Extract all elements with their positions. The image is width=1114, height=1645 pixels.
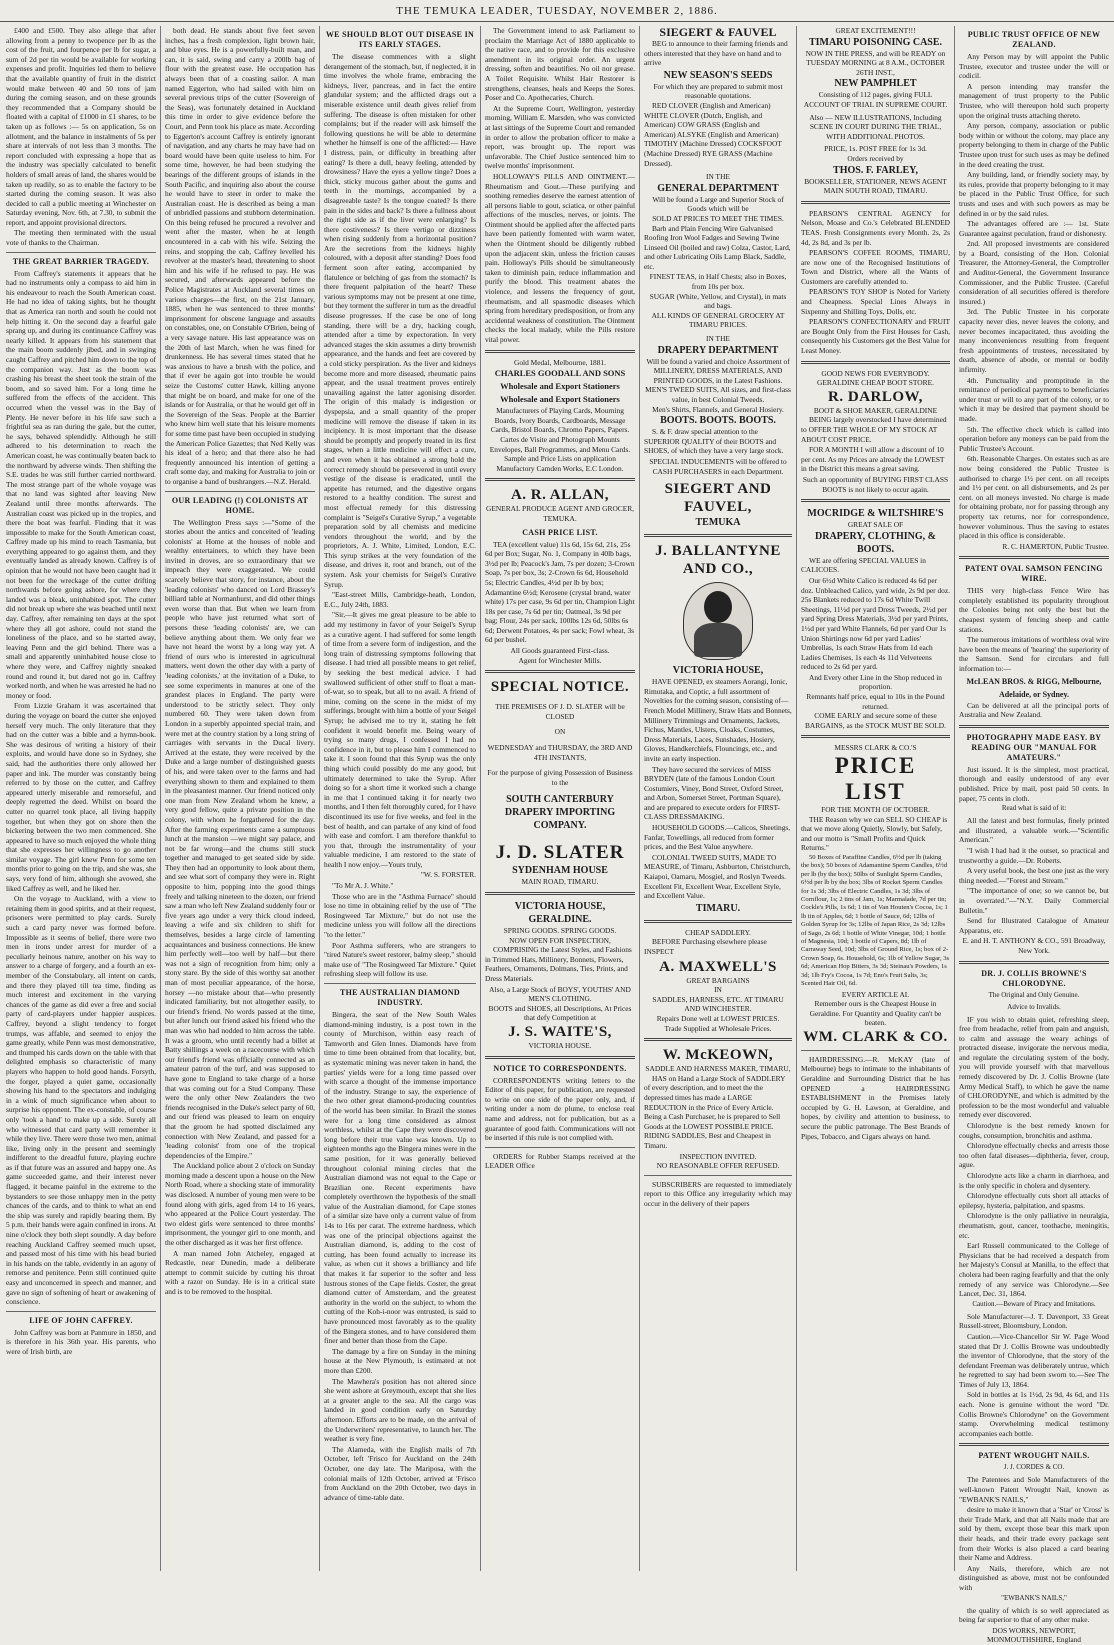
article-headline: OUR LEADING (!) COLONISTS AT HOME. xyxy=(171,495,309,515)
article-text: At the Supreme Court, Wellington, yesterday morning, William E. Marsden, who was convicted at last sittings of the Supreme Court and remanded in order to allow the probation officer to make a report, was brought up. The report was unfavorable. The Chief Justice sentenced him to twelve months' imprisonment. xyxy=(485,103,635,171)
article-text: Caution.—Vice-Chancellor Sir W. Page Wood stated that Dr J. Collis Browne was undoubtedly the inventor of Chlorodyne, that the story of the defendant Freeman was deliberately untrue, which he regretted to say had been sworn to.—See The Times of July 13, 1864. xyxy=(959,1331,1109,1389)
ad-line: MEN'S TWEED SUITS, All sizes, and first-class value, in best Colonial Tweeds. xyxy=(645,385,791,404)
article-text: HOLLOWAY'S PILLS AND OINTMENT.—Rheumatism and Gout.—These purifying and soothing remedies deserve the earnest attention of all persons liable to gout, sciatica, or other painful affections of the muscles, nerves, or joints. The Ointment should be applied after the affected parts have been patiently fomented with warm water, when the Ointment should be diligently rubbed upon the adjacent skin, unless the friction causes pain. Holloway's Pills should be simultaneously taken to diminish pain, reduce inflammation and purify the blood. This treatment abates the violence, and lessens the frequency of gout, rheumatism, and all spasmodic diseases which spring from hereditary predisposition, or from any accidental weakness of constitution. The Ointment checks the local malady, while the Pills restore vital power. xyxy=(485,171,635,344)
ad-line: Men's Shirts, Flannels, and General Hosiery. xyxy=(652,404,784,414)
ad-line: For which they are prepared to submit most reasonable quotations. xyxy=(653,81,783,101)
article-text: The Mawhera's position has not altered since she went ashore at Greymouth, except that she lies at a greater angle to the sea. All the cargo was landed in good condition early on Saturday afternoon. Efforts are to be made, on the arrival of the Underwriters' representative, to launch her. The weather is very fine. xyxy=(324,1376,476,1444)
maxwell-advert xyxy=(644,928,792,1033)
ad-heading: SPECIAL NOTICE. xyxy=(490,679,630,696)
ad-body: COLONIAL TWEED SUITS, MADE TO MEASURE, of Timaru, Ashburton, Christchurch, Kaiapoi, Oamaru, Mosgiel, and Roslyn Tweeds. Excellent Fit, Excellent Wear, Excellent Style, and Excellent Value. xyxy=(644,852,791,901)
article-subheading: "EWBANK'S NAILS," xyxy=(1001,1593,1067,1602)
ad-heading: TIMARU. xyxy=(695,902,741,914)
article-text: Any person, company, association or public body within or without the colony, may place any property belonging to them in charge of the Public Trustee upon trust for such uses as may be defined in the deed creating the trust. xyxy=(959,121,1109,169)
ad-line: PRICE, 1s. POST FREE for 1s 3d. xyxy=(824,144,927,154)
ad-heading: W. McKEOWN, xyxy=(662,1047,774,1064)
article-text: both dead. He stands about five feet seven inches, has a fresh complexion, light brown hair, and blue eyes. He is a powerfully-built man, and can, it is said, swing and carry a 200lb bag of flour with the greatest ease. He occupation has always been that of a coasting sailor. A man named Eggerton, who had sailed with him on several previous trips of the cutter (Sovereign of the Seas), was fortunately detained in Auckland this time in order to give evidence before the Court, and Penn took his place as mate. According to Eggerton's account Caffrey is entirely ignorant of navigation, and any charts he may have had on board would have been quite useless to him. For some time, however, he had been studying the bearings of the different groups of islands in the South Pacific, and inquiring also about the course he would have to steer in order to make the Australian coast. He is described as being a man of unbridled passions and stubborn determination. On this being refused he procured a revolver and went after the master, when he at length encountered in a cab with his wife. Seizing the reins, and stopping the cab, Caffrey levelled his revolver at the master's head, threatening to shoot him and his wife if he refused to pay. He was secured, and afterwards appeared before the Police Magistrates at Auckland several times on various charges—the first, on the 21st January, 1885, when he was sentenced to three months' imprisonment for obscene language and assaults on constables, one, on Constable O'Brien, being of a very savage nature. His last appearance was on the 20th of last March, when he was fined for drunkenness. He has several times stated that he was anxious to have a brush with the police, and that if ever he again got into trouble he would seize the Customs' cutter Hawk, killing anyone that might be on board, and make for one of the islands or for Australia, or that he would get off in the Sovereign of the Seas. People at the Barrier who knew him well state that his leisure moments for some time past have been occupied in studying the American Police Gazettes; that Ned Kelly was his ideal of a hero; and that there also he had frequently announced his intention of getting a craft some day, and making for Australia to join or to organise a band of bushrangers.—N.Z. Herald. xyxy=(165,26,315,486)
article-headline: PATENT OVAL SAMSON FENCING WIRE. xyxy=(965,564,1103,584)
column-5 xyxy=(644,26,792,1571)
ad-heading: SOUTH CANTERBURY DRAPERY IMPORTING COMPANY. xyxy=(504,794,616,832)
ad-line: GERALDINE CHEAP BOOT STORE. xyxy=(817,378,934,388)
ad-line: Gold Medal, Melbourne, 1881. xyxy=(514,357,606,367)
ad-line: Cartes de Visite and Photograph Mounts Envelopes, Ball Programmes, and Menu Cards. xyxy=(489,434,631,454)
ad-body: Our 6½d White Calico is reduced 4s 6d per doz. Unbleached Calico, yard wide, 2s 9d per doz. 25s Blankets reduced to 17s 6d White Twill Sheetings, 11½d per yard Dress Tweeds, 2½d per yard Spring Dress Materials, 3½d per yard Prints, 1½d per yard White Flannels, 6d per yard Our 1s Union Shirtings now 6d per yard Ladies' Umbrellas, 1s each Straw Hats from 1d each Ladies Chemises, 1s each 4s 11d Velveteens reduced to 2s 6d per yard. xyxy=(801,575,950,672)
ballantyne-advert xyxy=(644,542,792,915)
ad-line: Sample and Price Lists on application xyxy=(504,454,616,464)
article-text: Can be delivered at all the principal ports of Australia and New Zealand. xyxy=(959,700,1109,720)
article-text: From Lizzie Graham it was ascertained that during the voyage on board the cutter she enjoyed herself very much. The only literature that they had on the cutter was a bible and a hymn-book. She was desirous of writing a history of their exploits, and would have done so in Sydney, she said, had the authorities there only allowed her paper and ink. The murder was constantly being referred to by those on the cutter, and Caffrey appeared utterly miserable and remorseful, and deeply regretted the deed. Whilst on board the cutter no quarrel took place, all living happily together, but when they got on shore then the bickering between the two men commenced. She appeared to have so much enjoyed the whole thing that she expresses her willingness to go another similar voyage. The girl knew Penn for some ten months prior to going on the trip, and she was, she says, very fond of him, although she avowed, she liked Caffrey as well, and he liked her. xyxy=(6,701,156,893)
article-signature: R. C. HAMERTON, Public Trustee. xyxy=(1002,541,1109,551)
ad-line: Will be found a Large and Superior Stock of Goods which will be xyxy=(652,194,784,214)
portrait-illustration xyxy=(683,582,753,660)
article-signature: "W. S. FORSTER. xyxy=(420,870,476,880)
ad-line: MILLINERY, DRESS MATERIALS, AND PRINTED GOODS, in the Latest Fashions. xyxy=(653,366,783,385)
ad-line: NOW OPEN FOR INSPECTION, xyxy=(509,935,611,945)
ad-line: GREAT BARGAINS xyxy=(686,975,750,985)
ad-line: GOOD NEWS FOR EVERYBODY. xyxy=(821,368,930,378)
ad-heading: SIEGERT & FAUVEL xyxy=(659,25,777,39)
pearson-advert: PEARSON'S CONFECTIONARY and FRUIT are Bought Only from the First Houses for Cash, consequently his Customers get the Best Value for Least Money. xyxy=(801,317,950,356)
ad-heading: McLEAN BROS. & RIGG, Melbourne, Adelaide, or Sydney. xyxy=(966,676,1102,699)
goodall-advert xyxy=(485,358,635,474)
ad-heading: PRICE LIST xyxy=(834,753,917,805)
ad-line: SPECIAL INDUCEMENTS will be offered to CASH PURCHASERS in each Department. xyxy=(649,456,787,476)
article-text: 5th. The effective check which is called into operation before any moneys can be paid from the Public Trustee's Account. xyxy=(959,424,1109,453)
ad-line: Manufactory Camden Works, E.C London. xyxy=(496,463,624,473)
ad-line: Such an opportunity of BUYING FIRST CLASS BOOTS is not likely to occur again. xyxy=(802,474,949,494)
ad-body: BEG to announce to their farming friends and others interested that they have on hand and to arrive xyxy=(644,39,788,68)
ad-heading: GENERAL DEPARTMENT xyxy=(657,182,779,194)
notice-text: SUBSCRIBERS are requested to immediately report to this Office any irregularity which may occur in the delivery of their papers xyxy=(644,1179,792,1208)
article-headline: LIFE OF JOHN CAFFREY. xyxy=(29,1315,133,1325)
ad-line: INSPECTION INVITED. xyxy=(679,1151,757,1161)
article-text: The Government intend to ask Parliament to proclaim the Marriage Act of 1880 applicable to the native race, and to provide for this exclusive amendment in its original order. An urgent dressing, soften and beautifies. No oil nor grease. A Toilet Requisite. Whilst Hair Restorer is strengthens, cleanses, heals and Keeps the Sores. Poser and Co. Apothecaries, Church. xyxy=(485,26,635,103)
ad-line: Repairs Done well at LOWEST PRICES. xyxy=(656,1013,780,1023)
article-text: Any Nails, therefore, which are not distinguished as above, must not be confounded with xyxy=(959,1563,1109,1592)
ad-heading: R. DARLOW, xyxy=(828,388,923,405)
ad-line: Orders received by xyxy=(847,153,904,163)
article-text: The advantages offered are :— 1st. State Guarantee against peculation, fraud or dishonesty. xyxy=(959,219,1109,238)
column-1 xyxy=(6,26,156,1571)
article-headline: DR. J. COLLIS BROWNE'S CHLORODYNE. xyxy=(981,968,1087,988)
poisoning-case-advert xyxy=(801,26,950,196)
article-text: A person intending may transfer the management of trust property to the Public Trustee, who will thereupon hold such property upon the original trusts attaching thereto. xyxy=(959,81,1109,120)
ad-line: Also, a Large Stock of BOYS', YOUTHS' AND MEN'S CLOTHING. xyxy=(489,984,631,1004)
ad-line: FOR THE MONTH OF OCTOBER. xyxy=(821,805,930,815)
waite-advert xyxy=(485,900,635,1051)
ad-line: SOLD AT PRICES TO MEET THE TIMES. xyxy=(652,213,784,223)
ad-heading: J. D. SLATER xyxy=(495,842,625,864)
article-text: the quality of which is so well appreciated as being far superior to that of any other make. xyxy=(959,1605,1109,1625)
ad-heading: BOOTS. BOOTS. BOOTS. xyxy=(660,415,776,427)
ad-line: ALL KINDS OF GENERAL GROCERY AT TIMARU PRICES. xyxy=(651,310,785,330)
ad-heading: NEW PAMPHLET xyxy=(834,78,917,90)
ad-heading: DRAPERY DEPARTMENT xyxy=(657,344,779,356)
column-2 xyxy=(165,26,315,1571)
column-rule xyxy=(319,26,320,1571)
article-headline: THE AUSTRALIAN DIAMOND INDUSTRY. xyxy=(340,988,460,1007)
article-text: All the latest and best formulas, finely printed and illustrated, a valuable work.—"Scientific American." xyxy=(959,816,1109,845)
ad-line: GREAT EXCITEMENT!!! xyxy=(835,26,916,35)
article-text: Poor Asthma sufferers, who are strangers to "tired Nature's sweet restorer, balmy sleep," should make use of "The Rosingweed Tar Mixture." Quiet refreshing sleep will follow its use. xyxy=(324,940,476,979)
ad-line: WEDNESDAY and THURSDAY, the 3RD AND 4TH INSTANTS, xyxy=(487,743,633,762)
masthead: THE TEMUKA LEADER, TUESDAY, NOVEMBER 2, 1886. xyxy=(0,0,1114,22)
ad-body: HAS on Hand a Large Stock of SADDLERY of every description, and to meet the the depressed times has made a LARGE REDUCTION in the Price of Every Article. Being a Cash Purchaser, he is prepared to Sell Goods at the LOWEST POSSIBLE PRICE. RIDING SADDLES, Best and Cheapest in Timaru. xyxy=(644,1073,786,1150)
ad-line: THE PREMISES OF J. D. SLATER will be CLOSED xyxy=(495,702,625,721)
column-rule xyxy=(639,26,640,1571)
article-subheading: J. J. CORDES & CO. xyxy=(1003,1463,1065,1472)
pearson-advert: PEARSON'S TOY SHOP is Noted for Variety and Cheapness. Special Lines Always in Sixpenny and Shilling Toys, Dolls, etc. xyxy=(801,287,950,316)
ad-line: VICTORIA HOUSE. xyxy=(528,1040,592,1050)
article-text: "The importance of one; so we cannot be, but in overrated."—"N.Y. Daily Commercial Bulletin." xyxy=(959,886,1109,915)
ad-line: MAIN ROAD, TIMARU. xyxy=(521,877,599,887)
ad-heading: NEW SEASON'S SEEDS xyxy=(663,69,773,81)
ad-heading: THOS. F. FARLEY, xyxy=(833,164,918,176)
ad-line: IN xyxy=(714,985,722,995)
article-text: Chlorodyne is the best remedy known for coughs, consumption, bronchitis and asthma. xyxy=(959,1121,1109,1140)
pearson-advert: PEARSON'S CENTRAL AGENCY for Nelson, Moase and Co.'s Celebrated BLENDED TEAS. Fresh Consignments every Month. 2s, 2s 4d, 2s 8d, and 3s per lb. xyxy=(801,208,950,247)
allan-advert xyxy=(485,486,635,665)
ad-heading: SYDENHAM HOUSE xyxy=(512,865,608,877)
article-text: On the voyage to Auckland, with a view to retaining them in good spirits, and at their request, prisoners were permitted to play cards. Surely such a card party never was formed before. Impossible as it seems of belief, there were two men in irons under arrest for murder of a peculiarly heinous nature, another on his way to answer to a charge of forgery, and a fourth an ex-member of the Constabulary, all intent on cards, and there they played till tea time, finding as much interest and excitement in the varying chances of the game as did ever a free and social party of card-players under happier auspices. Caffrey, beyond a slight tendency to forget trumps, was affable, and seemed to enjoy the game greatly, while Penn was most demonstrative, and thumped his cards down on the table with that delighted emphasis so characteristic of many players who happen to hold good hands. Forsyth, the forger, played a quiet game, occasionally showing his hand to the spectators and indulging in a wink of much significance when about to surprise his opponent. The ex-constable, of course only 'took a hand' to make up a side. Surely all who witnessed that card party will remember it while they live. There were those two men, animal like, living only in the present and seemingly indifferent to the dreadful future, playing euchre as if that future was an assured and happy one. As game succeeded game, and their interest never flagged, it became painful in the extreme to the bystanders to see those unhappy men in the petty chances of the cards, and to think to what an end the ship was surely and rapidly bearing them. By 5 p.m. their hands were again confined in irons. At nine o'clock they both slept soundly. A day before reaching Auckland Caffrey seemed much upset, and passed most of his time with his head buried in his hands on the table, evidently in an agony of remorse and penitence. Penn still continued quite easy and unconcerned in speech and manner, and gave no sign of softening of heart or awakening of conscience. xyxy=(6,894,156,1307)
column-rule xyxy=(160,26,161,1571)
ad-body: BEING largely overstocked I have determined to OFFER THE WHOLE OF MY STOCK AT ABOUT COST PRICE. xyxy=(801,415,947,444)
pearson-advert: PEARSON'S COFFEE ROOMS, TIMARU, are now one of the Recognised Institutions of Town and District, where all the Wants of Customers are carefully attended to. xyxy=(801,248,950,286)
article-text: Earl Russell communicated to the College of Physicians that he had received a despatch from her Majesty's Consul at Manilla, to the effect that cholera had been raging fearfully and that the only remedy of any service was Chlorodyne.—See Lancet, Dec. 31, 1864. xyxy=(959,1241,1109,1299)
column-7 xyxy=(959,26,1109,1645)
ad-heading: J. S. WAITE'S, xyxy=(508,1023,612,1040)
article-text: The Auckland police about 2 o'clock on Sunday morning made a descent upon a house on the New North Road, where a shocking state of immorality was disclosed. A number of young men were to be found along with girls, aged from 14 to 16 years, who appeared at the Police Court yesterday. The two eldest girls were sentenced to three months' imprisonment, the younger girl to one month, and the other discharged as it was her first offence. xyxy=(165,1161,315,1248)
article-text: The disease commences with a slight derangement of the stomach, but, if neglected, it in time involves the whole frame, embracing the kidneys, liver, pancreas, and in fact the entire glandular system; and the afflicted drags out a miserable existence until death gives relief from suffering. The disease is often mistaken for other complaints; but if the reader will ask himself the following questions he will be able to determine whether he himself is one of the afflicted:— Have I distress, pain, or difficulty in breathing after eating? Is there a dull, heavy feeling, attended by drowsiness? Have the eyes a yellow tinge? Does a thick, sticky mucous gather about the gums and teeth in the mornings, accompanied by a disagreeable taste? Is the tongue coated? Is there pain in the sides and back? Is there a fullness about the right side as if the liver were enlarging? Is there costiveness? Is there vertigo or dizziness when rising suddenly from a horizontal position? Are the secretions from the kidneys highly coloured, with a deposit after standing? Does food ferment soon after eating, accompanied by flatulence or belching of gas from the stomach? Is there frequent palpitation of the heart? These various symptoms may not be present at one time, but they torment the sufferer in turn as the dreadful disease progresses. If the case be one of long standing, there will be a dry, hacking cough, attended after a time by expectoration. In very advanced stages the skin assumes a dirty brownish appearance, and the hands and feet are covered by a cold sticky perspiration. As the liver and kidneys become more and more diseased, rheumatic pains appear, and the usual treatment proves entirely unavailing against the latter agonising disorder. The origin of this malady is indigestion or dyspepsia, and a small quantity of the proper medicine will remove the disease if taken in its incipiency. It is most important that the disease should be promptly and properly treated in its first stages, when a little medicine will effect a cure, and even when it has obtained a strong hold the correct remedy should be persevered in until every vestige of the disease is eradicated, until the appetite has returned, and the digestive organs restored to a healthy condition. The surest and most effectual remedy for this distressing complaint is "Seigel's Curative Syrup," a vegetable preparation sold by all chemists and medicine vendors throughout the world, and by the proprietors, A. J. White, Limited, London, E.C. This syrup strikes at the very foundation of the disease, and drives it, root and branch, out of the system. Ask your chemists for Seigel's Curative Syrup. xyxy=(324,52,476,589)
article-text: The meeting then terminated with the usual vote of thanks to the Chairman. xyxy=(6,228,156,248)
ad-body: S. & F. draw special attention to the SUPERIOR QUALITY of their BOOTS and SHOES, of which they have a very large stock. xyxy=(644,427,784,456)
column-3 xyxy=(324,26,476,1571)
article-text: A very useful book, the best one just as the very thing needed.—"Forest and Stream." xyxy=(959,866,1109,885)
notice-heading: NOTICE TO CORRESPONDENTS. xyxy=(493,1063,627,1073)
ad-heading: DRAPERY, CLOTHING, & BOOTS. xyxy=(815,530,936,555)
article-text: 2nd. All proposed investments are considered by a Board, consisting of the Hon. Colonial Treasurer, the Attorney-General, the Comptroller and Auditor-General, the Government Insurance Commissioner, and the Public Trustee. (Careful consideration of all securities offered is therefore insured.) xyxy=(959,239,1109,306)
article-text: The Patentees and Sole Manufacturers of the well-known Patent Wrought Nail, known as "EWBANK'S NAILS," xyxy=(959,1475,1109,1504)
article-text: Send for Illustrated Catalogue of Amateur Apparatus, etc. xyxy=(959,916,1109,935)
article-text: Any building, land, or friendly society may, by its rules, provide that property belonging to it may be placed in the Public Trust Office, for such trusts and uses and with such powers as may be defined in or by the said rules. xyxy=(959,170,1109,218)
ad-body: HAVE OPENED, ex steamers Aorangi, Ionic, Rimutaka, and Coptic, a full assortment of Novelties for the coming season, consisting of—French Model Millinery, Straw Hats and Bonnets, Millinery Trimmings and Ornaments, Jackets, Fichus, Mantles, Ulsters, Cloaks, Costumes, Dress Materials, Laces, Sunshades, Hosiery, Gloves, Handkerchiefs, Flouncings, etc., and invite an early inspection. xyxy=(644,677,792,763)
article-headline: THE GREAT BARRIER TRAGEDY. xyxy=(12,256,150,266)
ad-line: ON xyxy=(554,727,566,737)
column-rule xyxy=(480,26,481,1571)
article-text: 4th. Punctuality and promptitude in the remittance of periodical payments to beneficiaries under trust or will to any part of the colony, or to which it may be desired that payment should be made. xyxy=(959,375,1109,423)
article-text: "Sir,—It gives me great pleasure to be able to add my testimony in favor of your Seigel's Syrup as a curative agent. I had suffered for some length of time from a severe form of indigestion, and the long train of distressing symptoms following that disease. I had tried all possible means to get relief, by seeking the best medical advice. I had swallowed sufficient of other stuff to float a man-of-war, so to speak, but all to no avail. A friend of mine, coming on the scene in the midst of my sufferings, brought with him a bottle of your Seigel Syrup; he advised me to try it, stating he felt confident it would benefit me. Being weary of trying so many drugs, I confessed I had no confidence in it, but to please him I commenced to take it. I soon found that this Syrup was the only thing which could possibly do me any good, but ultimately determined to take the Syrup. After doing so for a short time it worked such a change in me that I continued taking it for nearly two months, and I then felt thoroughly cured, for I have discontinued its use for five weeks, and feel in the best of health, and can partake of any kind of food with ease and comfort. I am therefore thankful to you that, through the instrumentality of your valuable medicine, I am restored to the state of health I now enjoy.—Yours truly, xyxy=(324,610,476,869)
article-text: Chlorodyne is the only palliative in neuralgia, rheumatism, gout, cancer, toothache, meningitis, etc. xyxy=(959,1211,1109,1240)
ad-subheading: CASH PRICE LIST. xyxy=(522,527,598,537)
ad-line: Will be found a varied and choice Assortment of xyxy=(646,356,790,366)
ad-line: BOOKSELLER, STATIONER, NEWS AGENT MAIN SOUTH ROAD, TIMARU. xyxy=(804,176,947,196)
article-headline: PUBLIC TRUST OFFICE OF NEW ZEALAND. xyxy=(967,30,1101,49)
article-headline: PHOTOGRAPHY MADE EASY. BY READING OUR "MANUAL FOR AMATEURS." xyxy=(966,732,1102,762)
article-text: 6th. Reasonable Charges. On estates such as are now being considered the Public Trustee is authorised to charge 1½ per cent. on all receipts and 1½ per cent. on all disbursements, and 2s per cent. on all moneys invested. No charge is made for obtaining probate, nor for passing through any property tax returns, nor for correspondence, however voluminous. Thus the saving to estates placed in this office is considerable. xyxy=(959,454,1109,541)
ad-line: CHEAP SADDLERY. xyxy=(685,927,751,937)
article-text: 3rd. The Public Trustee in his corporate capacity never dies, never leaves the colony, and never becomes incapacitated, thus avoiding the many inconveniences resulting from frequent fresh appointments of trustees, necessitated by death, absence of abode, or mental or bodily infirmity. xyxy=(959,307,1109,374)
ad-line: For the purpose of giving Possession of Business to the xyxy=(487,768,633,787)
ad-heading: J. BALLANTYNE AND CO., xyxy=(655,543,781,578)
ad-heading: VICTORIA HOUSE, GERALDINE. xyxy=(514,901,606,925)
ad-line: NO REASONABLE OFFER REFUSED. xyxy=(656,1161,780,1171)
ad-body: 50 Boxes of Paraffine Candles, 6½d per lb (taking the box); 50 boxes of Adamantine Sperm Candles, 6½d per lb (by the box); 50lbs of Sunlight Sperm Candles, 6½d per lb by the box; 3lbs of Rocket Sperm Candles for 1s 3d; 3lbs of Electric Candles, 1s 3d; 3lbs of Cornflour, 1s; 2 tins of Jam, 1s; Marmalade, 7d per tin; Cockle's Pills, 1s 6d; 1 tin of Van Houten's Cocoa, 1s; 1 lb tin of Apples, 6d; 1 bottle of Sauce, 6d; 12lbs of Golden Syrup for 3s; 12lbs of Japan Rice, 2s 3d; 12lbs of Sago, 2s 6d; 1 bottle of White Vinegar, 10d; 1 bottle of Magnesia, 10d; 1 bottle of Capers, 8d; 1lb of Carraway Seed, 10d; 3lbs of Ground Rice, 1s; box of 2-Crown Soap, 6s. Household, 6s; 1lb of Yellow Sugar, 3s 6d; American Hop Bitters, 3s 3d; Steinau's Powders, 1s 3d; 1lb Fry's Cocoa, 1s 7d; Eno's Fruit Salts, 3s; Scented Hair Oil, 6d. xyxy=(801,854,950,988)
ad-body: Barb and Plain Fencing Wire Galvanised Roofing Iron Wool Fadges and Sewing Twine Linseed Oil (boiled and raw) Colza, Castor, Lard, and other Lubricating Oils Lamp Black, Saddle, etc. xyxy=(644,223,791,271)
ad-line: SUGAR (White, Yellow, and Crystal), in mats and bags. xyxy=(649,291,787,311)
ad-line: E. and H. T. ANTHONY & CO., 591 Broadway, New York. xyxy=(962,936,1106,955)
ad-line: DOS WORKS, NEWPORT, MONMOUTHSHIRE, England xyxy=(986,1625,1082,1645)
slater-notice xyxy=(485,678,635,887)
ad-heading: SIEGERT AND FAUVEL, xyxy=(664,481,772,516)
article-text: £400 and £500. They also allege that after allowing from a penny to twopence per lb as the cost of the fruit, and fourpence per lb for sugar, a sum of 2d per tin would be available for working expenses and profit. Inquiries led them to believe that the available quantity of fruit in the district would make between 40 and 50 tons of jam during the coming season, and on these grounds they recommended that a Company should be floated with a capital of £1000 in £1 shares, to be taken up as follows :— 5s on application, 5s on allotment, and the balance in instalments of 5s per share at intervals of not less than 3 months. The report concluded with expressing a hope that as the industry was specially calculated to benefit holders of small areas of land, the shares would be taken up readily, so as to enable the factory to be started during the coming season. It was also decided to call a public meeting at Winchester on Saturday evening, Nov. 6th, at 7.30, to submit the report, and appoint provisional directors. xyxy=(6,26,156,227)
darlow-advert xyxy=(801,369,950,495)
article-subheading: Advice to Invalids. xyxy=(1007,1002,1061,1011)
article-subheading: Read what is said of it: xyxy=(1001,804,1067,813)
article-text: Sole Manufacturer—J. T. Davenport, 33 Great Russell-street, Bloomsbury, London. xyxy=(959,1311,1109,1331)
article-text: Just issued. It is the simplest, most practical, thorough and easily understood of any ever published. Price by mail, post paid 50 cents. In paper, 75 cents in cloth. xyxy=(959,764,1109,803)
notice-text: ORDERS for Rubber Stamps received at the LEADER Office xyxy=(485,1151,635,1171)
ad-line: Trade Supplied at Wholesale Prices. xyxy=(664,1023,772,1033)
article-subheading: The Original and Only Genuine. xyxy=(988,990,1080,999)
ad-body: THE Reason why we can SELL SO CHEAP is that we move along Quietly, Slowly, but Safely, and our motto is "Small Profits and Quick Returns." xyxy=(801,814,948,853)
ad-heading: A. R. ALLAN, xyxy=(510,487,610,504)
article-text: Chlorodyne acts like a charm in diarrhoea, and is the only specific in cholera and dysentery. xyxy=(959,1171,1109,1190)
ad-line: SADDLES, HARNESS, ETC. AT TIMARU AND WINCHESTER. xyxy=(652,994,784,1014)
ad-body: TEA (excellent value) 11s 6d, 15s 6d, 21s, 25s 6d per Box; Sugar, No. 1, Company in 40lb bags, 3½d per lb; Peacock's Jam, 7s per dozen; 3-Crown Soap, 7s per box, 3s; 2-Crown 6s 6d, Household 5s; Electric Candles, 4½d per lb by box; Adamantine 6½d; Kerosene (crystal brand, water white) 17s per case, 9s 6d per tin, Champion Light 18s per case, 7s 6d per tin; Oatmeal, 3s 9d per bag; Flour, 24s per sack, 100lbs 12s 6d, 50lbs 6s 6d; Derwent Potatoes, 4s per sack; Fowl wheat, 3s 6d per bushel. xyxy=(485,539,635,645)
article-text: "East-street Mills, Cambridge-heath, London, E.C., July 24th, 1883. xyxy=(324,590,476,609)
ad-line: TUESDAY MORNING at 8 A.M., OCTOBER 26TH INST., xyxy=(806,58,945,77)
ad-heading: CHARLES GOODALL AND SONS Wholesale and Export Stationers Wholesale and Export Stationers xyxy=(494,368,626,405)
ad-line: BOOT & SHOE MAKER, GERALDINE xyxy=(813,405,938,415)
article-text: Those who are in the "Asthma Furnace" should lose no time in obtaining relief by the use of "The Rosingweed Tar Mixture," but do not use the medicine unless you will follow all the directions "to the letter." xyxy=(324,891,476,940)
article-text: desire to make it known that a 'Star' or 'Cross' is their Trade Mark, and that all Nails made that are sold by them, except those bear this mark upon their heads, and their trade every package sent from their Works is also placed a card bearing their Name and Address. xyxy=(959,1505,1109,1563)
ad-heading: TEMUKA xyxy=(695,517,741,529)
article-text: A man named John Atcheley, engaged at Redcastle, near Dunedin, made a deliberate attempt to commit suicide by cutting his throat with a razor on Sunday. He is in a critical state and is to be removed to the hospital. xyxy=(165,1248,315,1296)
ad-line: BOOTS and SHOES, all Descriptions, At Prices that defy Competition at xyxy=(488,1003,632,1023)
ad-line: Manufacturers of Playing Cards, Mourning Boards, Ivory Boards, Cardboards, Message Cards, Bristol Boards, Chromo Papers, Papers. xyxy=(490,406,630,435)
ad-line: IN THE xyxy=(706,172,730,182)
ad-line: MESSRS CLARK & CO.'S xyxy=(834,743,917,753)
ad-line: All Goods guaranteed First-class. xyxy=(510,646,610,656)
ad-line: NOW IN THE PRESS, and will be READY on xyxy=(805,48,946,58)
article-text: THIS very high-class Fence Wire has completely established its popularity throughout the Colonies being not only the best but the cheapest system of fencing sheep and cattle stations. xyxy=(959,586,1109,634)
mocridge-advert xyxy=(801,507,950,730)
article-subheading: Caution.—Beware of Piracy and Imitations. xyxy=(972,1299,1096,1308)
column-rule xyxy=(796,26,797,1571)
article-text: Any Person may by will appoint the Public Trustee, executor and trustee under the will or codicil. xyxy=(959,52,1109,81)
ad-line: GENERAL PRODUCE AGENT AND GROCER, TEMUKA. xyxy=(485,504,635,523)
ad-body: WE are offering SPECIAL VALUES in CALICOES. xyxy=(801,555,926,575)
ad-body: BEFORE Purchasing elsewhere please INSPECT xyxy=(644,937,767,956)
ad-heading: VICTORIA HOUSE, xyxy=(672,665,764,677)
article-text: Bingera, the seat of the New South Wales diamond-mining industry, is a post town in the county of Murchison, within easy reach of Tamworth and Glen Innes. Diamonds have from time to time been obtained from that locality, but, as systematic mining was never taken in hand, the parties' yields were for a long time passed over with scarce a thought of the immense importance of the industry. Strange to say, the experience of the two other great diamond-producing countries of the world has been similar. In Brazil the stones were for a long time considered as almost worthless, whilst at the Cape they were discovered long before their true value was known. Up to eighteen months ago the Bingera mines were in the same position, for it was generally believed throughout colonial mining circles that the Australian diamond was not equal to the Cape or Brazilian one. Recent experiments have completely overthrown the hypothesis of the small value of the Australian diamond, for Cape stones of a similar size have only a current value of from 14s to 16s per carat. The extreme hardness, which was one of the principal objections against the Australian diamond, is, adding to the cost of cutting, has been found actually to increase its value, as when cut it shows a brilliancy and life that makes it far superior to the softer and less lustrous stones of the Cape fields. Coster, the great diamond cutter of Amsterdam, and the greatest authority in the world on the subject, to whom the cutting of the Koh-i-noor was entrusted, is said to have pronounced most favorably as to the quality of the Bingera stones, and to have considered them finer and better than those from the Cape. xyxy=(324,1010,476,1346)
ad-heading: MOCRIDGE & WILTSHIRE'S xyxy=(807,508,944,520)
article-text: "To Mr A. J. White." xyxy=(332,881,394,891)
ad-line: And Every other Line in the Shop reduced in proportion. xyxy=(809,672,942,692)
hairdressing-advert: HAIRDRESSING.—R. McKAY (late of Melbourne) begs to intimate to the inhabitants of Geraldine and Surrounding District that he has OPENED a HAIRDRESSING ESTABLISHMENT in the Premises lately occupied by G. H. Lawson, at Geraldine, and hopes, by civility and attention to business, to secure the public patronage. The Best Brands of Pipes, Tobacco, and Cigars always on hand. xyxy=(801,1054,950,1141)
column-6 xyxy=(801,26,950,1571)
article-text: Chlorodyne effectually checks and arrests those too often fatal diseases—diphtheria, fever, croup, ague. xyxy=(959,1141,1109,1170)
ad-line: GREAT SALE OF xyxy=(847,520,904,530)
ad-line: SPRING GOODS. SPRING GOODS. xyxy=(503,926,617,935)
ad-heading: A. MAXWELL'S xyxy=(659,958,777,975)
article-headline: PATENT WROUGHT NAILS. xyxy=(978,1451,1090,1461)
article-text: The Wellington Press says :—"Some of the stories about the antics and conceited of 'leading colonists' at Home at the houses of noble and wealthy entertainers, to which they have been invited in droves, are so extraordinary that we impeach they were exaggerated. We could scarcely believe that story, for instance, about the 'leading colonists' who danced on Lord Brassey's billiard table at Normanhurst, and did other things even worse than that. But when we learn from people who have just returned what sort of persons these 'leading colonists' are, we can believe anything about them. We only fear we have not heard the worst by a long way yet. A friend of ours who is interested in agricultural matters, went down the other day with a party of 'leading colonists,' at the invitation of a Duke, to see some experiments in manures at one of the grandest places in England. The party were understood to be strictly select. They only numbered 60. They were taken down from London in a superbly appointed special train, and were met at the country station by a long string of carriages with servants in the Ducal livery. Arrived at the estate, they were received by the Duke and a large number of distinguished guests of his, and were taken over to the farms and had everything shown to them and explained to them in the pleasantest manner. Our friend noticed only one man from New Zealand whom he knew, a very good fellow, quite a private position in the colony, with whom he forgathered for the day. After the farming experiments came a sumptuous lunch at the mansion —we might say palace, and not be far wrong—and the chums still stuck together and managed to get seated side by side. They then had an opportunity to look about them, and see what sort of company they were in. Right opposite to him, popping into the good things freely and talking nineteen to the dozen, our friend saw a man who left New Zealand suddenly four or five years ago under a very thick cloud indeed, leaving a wife and six children to shift for themselves, besides a large circle of lamenting acquaintances and business connections. He knew him perfectly well—too well by half—but there was not a sign of recognition from him; only a stony stare. By the side of this worthy sat another man of most peculiar appearance, of the horse, horsey —no mistake about that—who presently indicated familiarity, but not altogether easily, to our friend's friend. No words passed at the time, but after lunch our friend asked his friend who the man was who had nodded to him across the table. It was a groom, who until recently had a billet at Batty shillings a week on a racecourse with which our friend's friend was officially connected as an amateur patron of the turf, and was supposed to have gone to England to take charge of a horse that was coming out for a Stud Company. These were the only other New Zealanders the two friends recognised in the Duke's select party of 60, and our friend was pleased to learn on enquiry that the groom he had spotted disclaimed any connection with New Zealand, and passed for a 'leading colonist' from one of the tropical dependencies of the Empire." xyxy=(165,517,316,1160)
ad-line: Consisting of 112 pages, giving FULL ACCOUNT OF TRIAL IN SUPREME COURT. xyxy=(803,90,948,109)
clark-advert xyxy=(801,743,950,1045)
ad-line: Agent for Winchester Mills. xyxy=(518,655,602,665)
ad-line: Remnants half price, equal to 10s in the Pound returned. xyxy=(806,692,945,711)
siegert-fauvel-advert xyxy=(644,26,792,529)
article-headline: WE SHOULD BLOT OUT DISEASE IN ITS EARLY STAGES. xyxy=(325,30,475,49)
article-text: Chlorodyne effectually cuts short all attacks of epilepsy, hysteria, palpitation, and spasms. xyxy=(959,1191,1109,1210)
ad-body: HOUSEHOLD GOODS.—Calicos, Sheetings, Fanfar, Towellings, all reduced from former prices, and the Best Value anywhere. xyxy=(644,823,791,852)
column-4 xyxy=(485,26,635,1571)
ad-body: FOR A MONTH I will allow a discount of 10 per cent. As my Prices are already the LOWEST in the District this means a great saving. xyxy=(801,445,945,474)
ad-body: RED CLOVER (English and American) WHITE CLOVER (Dutch, English, and American) COW GRASS (English and American) ALSYKE (English and American) TIMOTHY (Machine Dressed) COCKSFOOT (Machine Dressed) RYE GRASS (Machine Dressed). xyxy=(644,100,782,168)
article-text: John Caffrey was born at Panmure in 1850, and is therefore in his 36th year. His parents, who were of Irish birth, are xyxy=(6,1327,156,1356)
article-text: The numerous imitations of worthless oval wire have been the means of 'hearing' the superiority of the Samson. Send for circulars and full information to:— xyxy=(959,635,1109,674)
article-text: "I wish I had had it the outset, so practical and trustworthy a guide.—Dr. Roberts. xyxy=(959,845,1109,865)
ad-body: They have secured the services of MISS BRYDEN (late of the famous London Court Costumiers, Viney, Bond Street, Oxford Street, and Arbon, Somerset Street, Portman Square), and are prepared to execute orders for FIRST-CLASS DRESSMAKING. xyxy=(644,764,784,822)
article-text: The Alameda, with the English mails of 7th October, left 'Frisco for Auckland on the 24th October, one day late. The Mariposa, with the colonial mails of 12th October, arrived at 'Frisco from Auckland on the 20th October, two days in advance of time-table date. xyxy=(324,1444,476,1502)
ad-heading: WM. CLARK & CO. xyxy=(803,1028,948,1045)
column-rule xyxy=(954,26,955,1571)
ad-heading: TIMARU POISONING CASE. xyxy=(808,36,943,48)
article-text: IF you wish to obtain quiet, refreshing sleep, free from headache, relief from pain and anguish, to calm and assuage the weary achings of protracted disease, invigorate the nervous media, and regulate the circulating system of the body, you will provide yourself with that marvellous remedy discovered by Dr. J. Collis Browne (late Army Medical Staff), to which he gave the name of CHLORODYNE, and which is admitted by the profession to be the most wonderful and valuable remedy ever discovered. xyxy=(959,1014,1109,1120)
ad-line: EVERY ARTICLE AI. xyxy=(841,989,910,999)
article-text: From Caffrey's statements it appears that he had no instruments only a compass to aid him in his endeavour to reach the South American coast. He had no idea of taking sights, but he thought that as America ran north and south he could not help hitting it. On the second day a fearful gale sprang up, and during its continuance Caffrey was nearly killed. It appears from his statement that the main boom suddenly jibed, and in swinging caught Caffrey and pitched him down to the top of the companion way. Just as the boom was crashing his breast the sheet took the strain of the boom, and so saved him. For a long time he suffered from the effects of the accident. This occurred when the vessel was in the Bay of Plenty. He never before in his life saw such a frightful sea as ran during the gale, but the cutter, he says, behaved splendidly. Although he still adhered to his determination to reach the American coast, he was continually beaten back to the northward by adverse winds. Then shifting the S.E. trades he was still further carried northward. The most strange part of the whole voyage was that no land was sighted after leaving New Zealand until three months afterwards. The Australian coast was picked up in the tropics, and there the boat was fearful. Finding that it was impossible to make for the South American coast, Caffrey made up his mind to reach Tasmania, but everything appeared to go against them, and they eventually landed as already known. Caffrey is of opinion that he would not have been caught had it not been for the wreckage of the cutter drifting northwards before going ashore, for where they landed was a bleak, uninhabited spot. The cutter did not break up where she was beached until next day. Caffrey, after remaining ten days at the spot where they all got ashore, could not stand the loneliness of the place, and so he started away, leaving Penn and the girl behind. There was a small and apparently uninhabited house close to where they were, and Caffrey nightly sneaked round and round it, but dared not go in. Caffrey worked north, and when he was arrested he had no money or food. xyxy=(6,268,156,700)
ad-line: COME EARLY and secure some of these BARGAINS, as the STOCK MUST BE SOLD. xyxy=(805,711,946,730)
notice-text: CORRESPONDENTS writing letters to the Editor of this paper, for publication, are requested to write on one side of the paper only, and, if writing under a nom de plume, to enclose real name and address, not for publication, but as a guarantee of good faith. Communications will not be inserted if this rule is not complied with. xyxy=(485,1075,635,1143)
ad-body: COMPRISING the Latest Styles, and Fashions in Trimmed Hats, Millinery, Bonnets, Flowers, Feathers, Ornaments, Dolmans, Ties, Prints, and Dress Materials. xyxy=(485,945,632,983)
ad-line: IN THE xyxy=(706,334,730,344)
ad-line: Also — NEW ILLUSTRATIONS, Including SCENE IN COURT DURING THE TRIAL, WITH ADDITIONAL PHOTOS. xyxy=(809,112,942,141)
mckeown-advert xyxy=(644,1046,792,1171)
article-text: The damage by a fire on Sunday in the mining house at the New Plymouth, is estimated at not more than £200. xyxy=(324,1346,476,1375)
ad-line: SADDLE AND HARNESS MAKER, TIMARU, xyxy=(645,1064,791,1074)
ad-line: FINEST TEAS, in Half Chests; also in Boxes, from 10s per box. xyxy=(649,272,787,292)
ad-line: Remember ours is the Cheapest House in Geraldine. For Quantity and Quality can't be beaten. xyxy=(809,999,942,1028)
article-text: Sold in bottles at 1s 1½d, 2s 9d, 4s 6d, and 11s each. None is genuine without the word "Dr. Collis Browne's Chlorodyne" on the Government stamp. Overwhelming medical testimony accompanies each bottle. xyxy=(959,1390,1109,1438)
